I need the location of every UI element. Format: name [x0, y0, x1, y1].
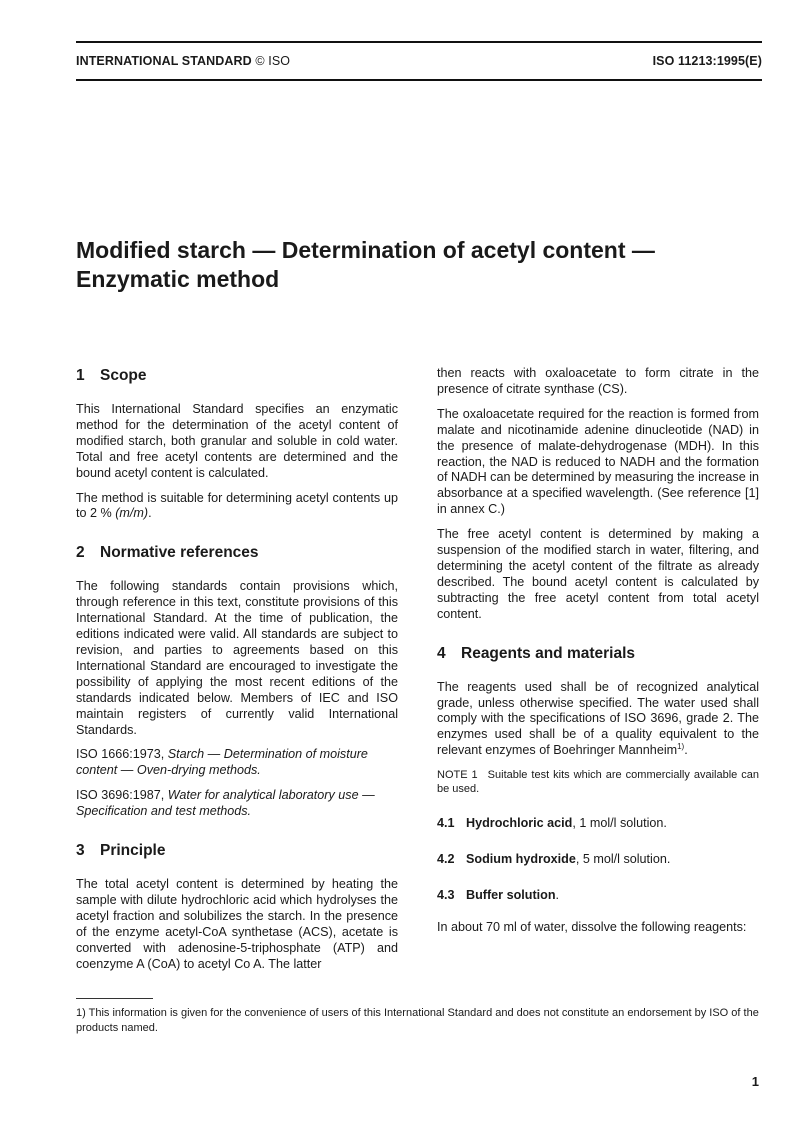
scope-paragraph-2: The method is suitable for determining acetyl contents up to 2 % (m/m). — [76, 490, 398, 521]
header-bottom-rule — [76, 79, 762, 81]
section-reagents-heading: 4 Reagents and materials — [437, 644, 636, 662]
principle-paragraph: The total acetyl content is determined by heating the sample with dilute hydrochloric acid which hydrolyses the acetyl fraction and solubilizes the starch. In the presence of the enzyme acetyl-CoA synthetase (ACS), acetate is converted with adenosine-5-triphosphate (ATP) and coenzyme A (CoA) to acetyl Co A. The latter — [76, 877, 398, 971]
buffer-paragraph: In about 70 ml of water, dissolve the following reagents: — [437, 919, 747, 934]
item-4-2: 4.2 Sodium hydroxide, 5 mol/l solution. — [437, 852, 671, 867]
principle-paragraph-2: The oxaloacetate required for the reaction is formed from malate and nicotinamide adenine dinucleotide (NAD) in the presence of malate-dehydrogenase (MDH). In this reaction, the NAD is reduced to NADH and the formation of NADH can be determined by measuring the increase in absorbance at a specified wavelength. (See reference [1] in annex C.) — [437, 406, 760, 517]
document-title: Modified starch — Determination of acetyl content — Enzymatic method — [76, 237, 655, 292]
section-principle-heading: 3 Principle — [76, 842, 166, 860]
section-scope-heading: 1 Scope — [76, 367, 147, 384]
principle-paragraph-cont: then reacts with oxaloacetate to form citrate in the presence of citrate synthase (CS). — [437, 366, 759, 396]
header-standard-label: INTERNATIONAL STANDARD © ISO — [76, 54, 291, 68]
header-top-rule — [76, 41, 762, 43]
footnote-rule — [76, 998, 153, 999]
section-normative-heading: 2 Normative references — [76, 544, 259, 562]
right-column — [437, 366, 759, 945]
item-4-3: 4.3 Buffer solution. — [437, 887, 560, 902]
item-4-1: 4.1 Hydrochloric acid, 1 mol/l solution. — [437, 816, 667, 831]
page-number: 1 — [751, 1074, 759, 1089]
normative-ref-iso-3696: ISO 3696:1987, Water for analytical laboratory use — Specification and test methods. — [76, 788, 375, 819]
header-document-number: ISO 11213:1995(E) — [652, 54, 762, 68]
copyright-mark: © ISO — [255, 54, 291, 68]
normative-paragraph: The following standards contain provisions which, through reference in this text, constitute provisions of this International Standard. At the time of publication, the editions indicated were valid. All standards are subject to revision, and parties to agreements based on this International Standard are encouraged to investigate the possibility of applying the most recent editions of the standards indicated below. Members of IEC and ISO maintain registers of currently valid International Standards. — [76, 579, 398, 737]
scope-paragraph-1: This International Standard specifies an enzymatic method for the determination of the acetyl content of modified starch, both granular and soluble in cold water. Total and free acetyl contents are determined and the bound acetyl content is calculated. — [76, 402, 398, 480]
normative-ref-iso-1666: ISO 1666:1973, Starch — Determination of moisture content — Oven-drying methods. — [76, 747, 368, 778]
footnote: 1) This information is given for the convenience of users of this International Standard and does not constitute an endorsement by ISO of the products named. — [76, 1007, 759, 1034]
note-1: NOTE 1 Suitable test kits which are commercially available can be used. — [437, 769, 759, 796]
principle-paragraph-3: The free acetyl content is determined by making a suspension of the modified starch in water, filtering, and determining the acetyl content of the filtrate as already described. The bound acetyl content is calculated by subtracting the free acetyl content from total acetyl content. — [437, 527, 759, 621]
reagents-paragraph: The reagents used shall be of recognized analytical grade, unless otherwise specified. The water used shall comply with the specifications of ISO 3696, grade 2. The enzymes used shall be of a quality equivalent to the relevant enzymes of Boehringer Mannheim$^{1)}$. — [437, 679, 759, 758]
left-column — [76, 366, 398, 981]
